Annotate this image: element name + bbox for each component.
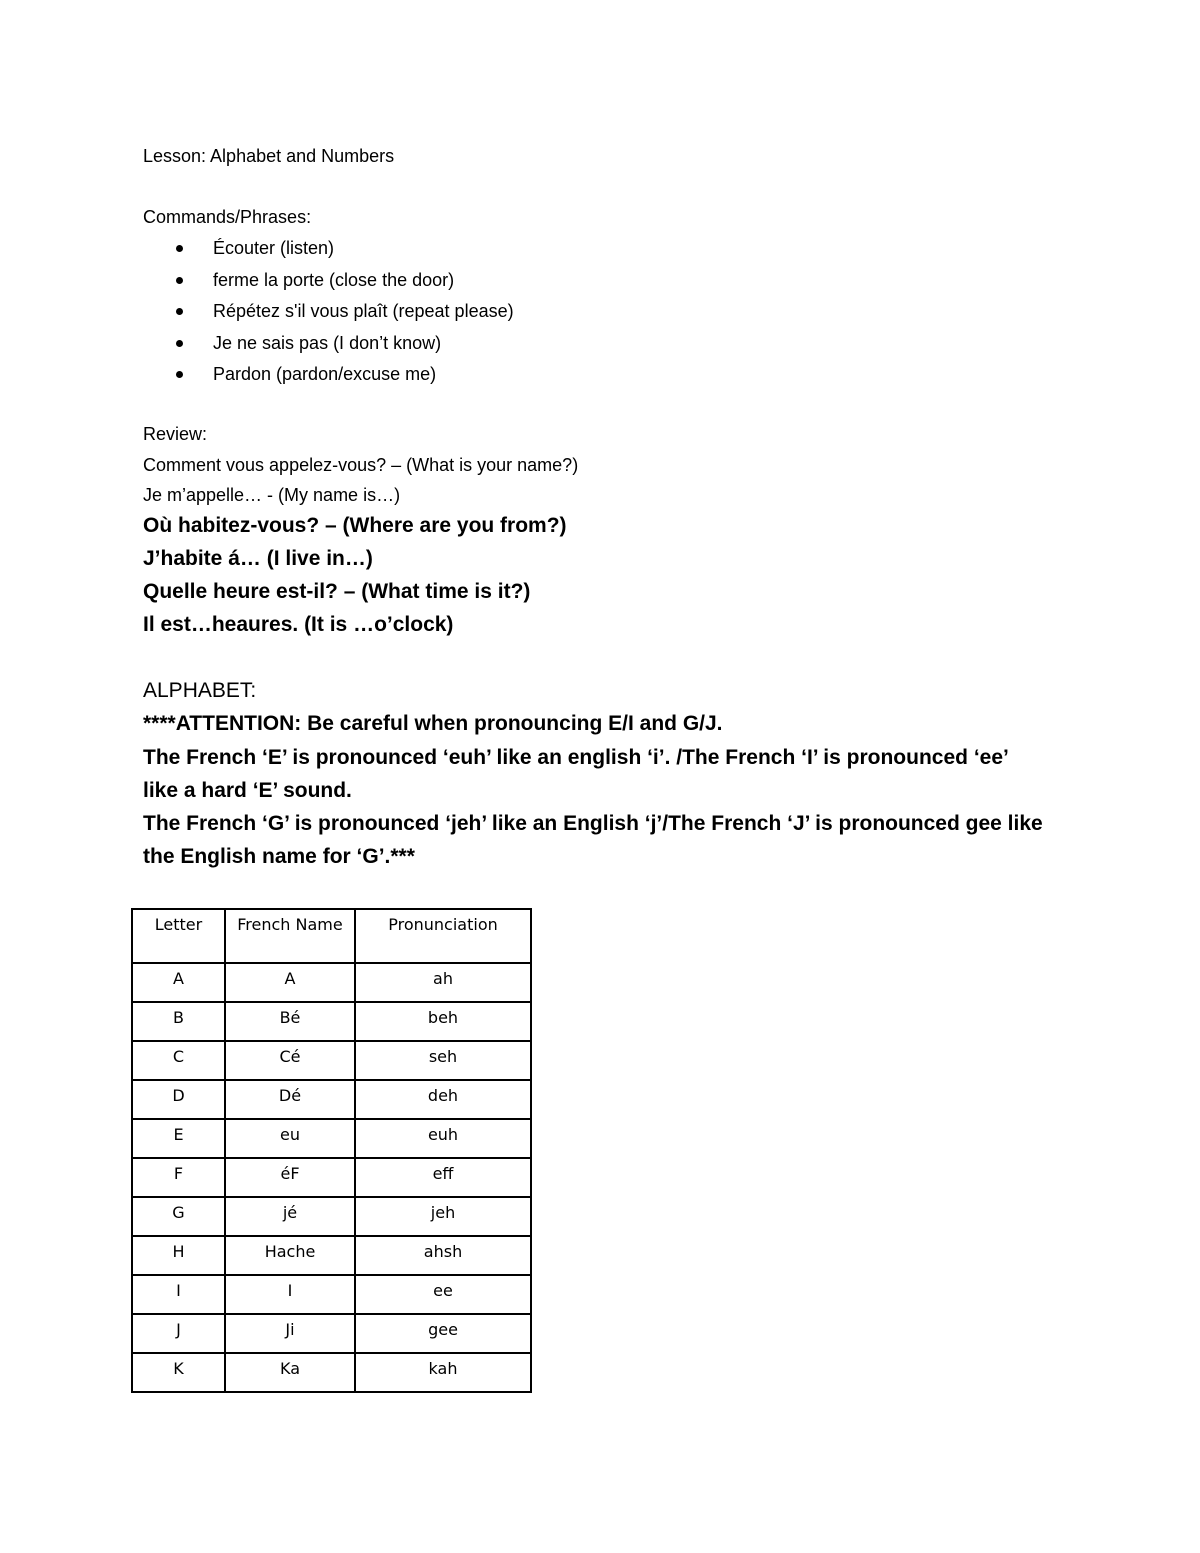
cell-pronunciation: jeh: [355, 1197, 531, 1236]
review-heading: Review:: [143, 424, 208, 444]
alphabet-heading: ALPHABET:: [143, 679, 257, 702]
cell-pronunciation: deh: [355, 1080, 531, 1119]
command-text: ferme la porte (close the door): [213, 269, 455, 290]
lesson-title: Lesson: Alphabet and Numbers: [143, 146, 395, 166]
cell-pronunciation: seh: [355, 1041, 531, 1080]
cell-french-name: I: [225, 1275, 355, 1314]
cell-pronunciation: ee: [355, 1275, 531, 1314]
table-row: [132, 1002, 531, 1041]
review-line-bold: Où habitez-vous? – (Where are you from?): [143, 514, 567, 537]
cell-french-name: eu: [225, 1119, 355, 1158]
cell-pronunciation: eff: [355, 1158, 531, 1197]
cell-letter: E: [132, 1119, 225, 1158]
cell-french-name: Hache: [225, 1236, 355, 1275]
table-row: [132, 1197, 531, 1236]
cell-pronunciation: euh: [355, 1119, 531, 1158]
cell-pronunciation: ah: [355, 963, 531, 1002]
command-text: Pardon (pardon/excuse me): [213, 364, 437, 384]
cell-pronunciation: ahsh: [355, 1236, 531, 1275]
command-text: Je ne sais pas (I don’t know): [213, 332, 442, 353]
cell-pronunciation: beh: [355, 1002, 531, 1041]
command-text: Écouter (listen): [213, 238, 335, 258]
bullet-icon: [176, 245, 183, 252]
cell-letter: F: [132, 1158, 225, 1197]
table-row: [132, 1119, 531, 1158]
cell-french-name: Cé: [225, 1041, 355, 1080]
cell-letter: B: [132, 1002, 225, 1041]
table-row: [132, 1236, 531, 1275]
table-row: [132, 1353, 531, 1392]
cell-french-name: Dé: [225, 1080, 355, 1119]
cell-french-name: A: [225, 963, 355, 1002]
review-line: Je m’appelle… - (My name is…): [143, 485, 401, 505]
cell-letter: A: [132, 963, 225, 1002]
commands-heading: Commands/Phrases:: [143, 207, 312, 227]
bullet-icon: [176, 371, 183, 378]
pronunciation-note: The French ‘E’ is pronounced ‘euh’ like an english ‘i’. /The French ‘I’ is pronounced ‘ee’ like a hard ‘E’ sound.: [143, 746, 1008, 802]
bullet-icon: [176, 308, 183, 315]
review-line: Comment vous appelez-vous? – (What is your name?): [143, 455, 579, 475]
cell-pronunciation: gee: [355, 1314, 531, 1353]
cell-pronunciation: kah: [355, 1353, 531, 1392]
attention-note: ****ATTENTION: Be careful when pronouncing E/I and G/J.: [143, 712, 723, 735]
bullet-icon: [176, 340, 183, 347]
table-row: [132, 1041, 531, 1080]
cell-letter: J: [132, 1314, 225, 1353]
cell-french-name: Ji: [225, 1314, 355, 1353]
column-header-french-name: French Name: [225, 909, 355, 963]
table-row: [132, 1158, 531, 1197]
table-row: [132, 1275, 531, 1314]
cell-letter: K: [132, 1353, 225, 1392]
cell-letter: D: [132, 1080, 225, 1119]
table-row: [132, 1314, 531, 1353]
review-line-bold: Il est…heaures. (It is …o’clock): [143, 613, 454, 636]
review-line-bold: Quelle heure est-il? – (What time is it?): [143, 580, 531, 603]
column-header-letter: Letter: [132, 909, 225, 963]
bullet-icon: [176, 277, 183, 284]
command-text: Répétez s'il vous plaît (repeat please): [213, 301, 514, 321]
cell-letter: C: [132, 1041, 225, 1080]
table-header-row: [132, 909, 531, 963]
cell-french-name: Bé: [225, 1002, 355, 1041]
cell-french-name: éF: [225, 1158, 355, 1197]
cell-french-name: Ka: [225, 1353, 355, 1392]
table-row: [132, 1080, 531, 1119]
cell-letter: G: [132, 1197, 225, 1236]
alphabet-table: [131, 908, 532, 1393]
cell-french-name: jé: [225, 1197, 355, 1236]
cell-letter: H: [132, 1236, 225, 1275]
table-row: [132, 963, 531, 1002]
pronunciation-note: The French ‘G’ is pronounced ‘jeh’ like an English ‘j’/The French ‘J’ is pronounced gee like the English name for ‘G’.***: [143, 812, 1043, 868]
column-header-pronunciation: Pronunciation: [355, 909, 531, 963]
cell-letter: I: [132, 1275, 225, 1314]
review-line-bold: J’habite á… (I live in…): [143, 547, 373, 570]
